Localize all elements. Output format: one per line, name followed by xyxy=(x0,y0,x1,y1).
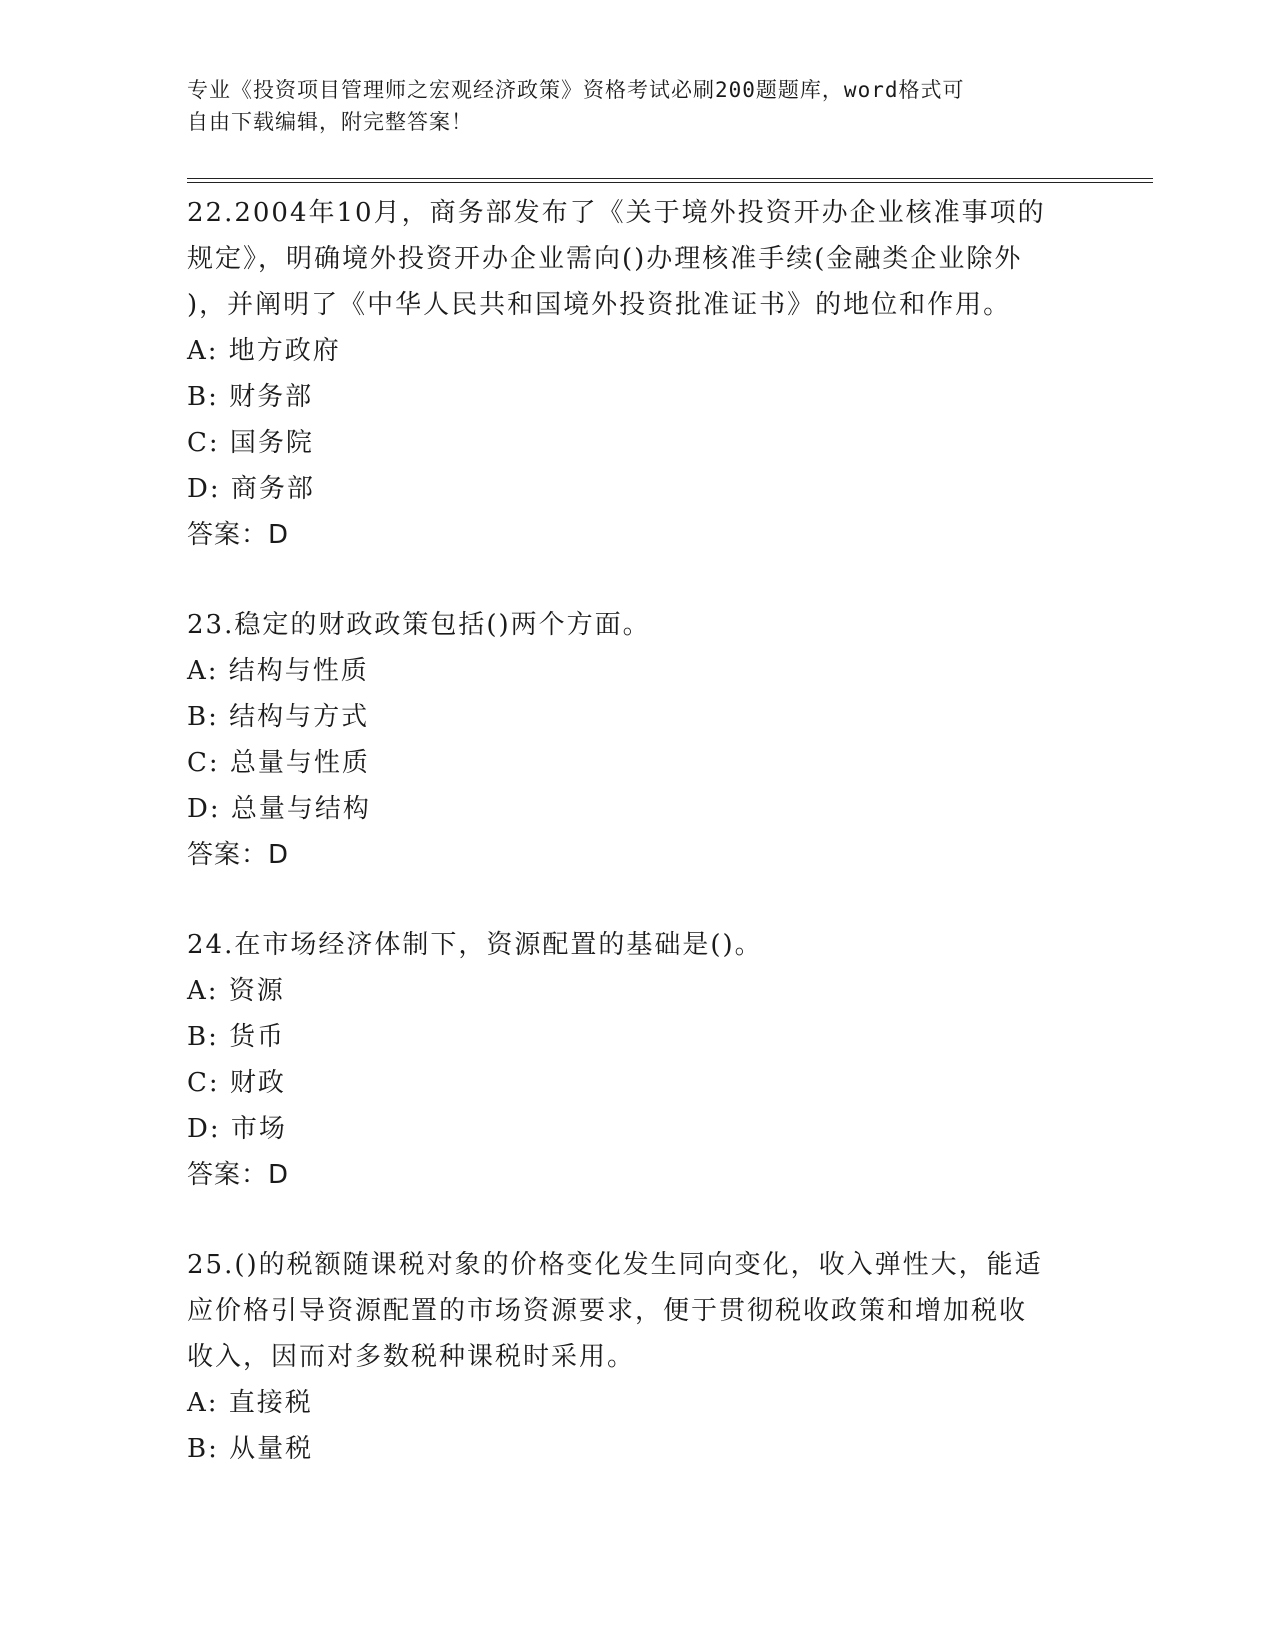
option-a: A: 结构与性质 xyxy=(187,656,369,686)
question-spacer xyxy=(187,1198,1087,1242)
question-list xyxy=(187,190,1087,1472)
option-a: A: 直接税 xyxy=(187,1388,313,1418)
question-23 xyxy=(187,602,1087,878)
option-c: C: 财政 xyxy=(187,1068,286,1098)
question-text-line: 收入，因而对多数税种课税时采用。 xyxy=(187,1342,636,1372)
question-spacer xyxy=(187,878,1087,922)
option-c: C: 国务院 xyxy=(187,428,314,458)
header-divider-bottom xyxy=(187,182,1153,183)
header-line-2: 自由下载编辑，附完整答案！ xyxy=(187,110,473,134)
option-b: B: 从量税 xyxy=(187,1434,314,1464)
option-b: B: 结构与方式 xyxy=(187,702,370,732)
document-header xyxy=(187,74,1067,138)
question-text-line: 22.2004年10月，商务部发布了《关于境外投资开办企业核准事项的 xyxy=(187,198,1046,228)
option-a: A: 资源 xyxy=(187,976,285,1006)
header-line-1: 专业《投资项目管理师之宏观经济政策》资格考试必刷200题题库，word格式可 xyxy=(187,78,965,102)
question-text-line: 规定》，明确境外投资开办企业需向()办理核准手续(金融类企业除外 xyxy=(187,244,1023,274)
question-spacer xyxy=(187,558,1087,602)
option-b: B: 财务部 xyxy=(187,382,314,412)
question-text-line: )，并阐明了《中华人民共和国境外投资批准证书》的地位和作用。 xyxy=(187,290,1012,320)
option-b: B: 货币 xyxy=(187,1022,286,1052)
option-d: D: 商务部 xyxy=(187,474,315,504)
answer: 答案：D xyxy=(187,840,290,870)
question-text-line: 24.在市场经济体制下，资源配置的基础是()。 xyxy=(187,930,763,960)
option-c: C: 总量与性质 xyxy=(187,748,370,778)
answer: 答案：D xyxy=(187,520,290,550)
option-d: D: 总量与结构 xyxy=(187,794,371,824)
question-25 xyxy=(187,1242,1087,1472)
header-divider-top xyxy=(187,178,1153,179)
answer: 答案：D xyxy=(187,1160,290,1190)
question-text-line: 25.()的税额随课税对象的价格变化发生同向变化，收入弹性大，能适 xyxy=(187,1250,1043,1280)
option-d: D: 市场 xyxy=(187,1114,287,1144)
question-22 xyxy=(187,190,1087,558)
question-24 xyxy=(187,922,1087,1198)
option-a: A: 地方政府 xyxy=(187,336,341,366)
question-text-line: 23.稳定的财政政策包括()两个方面。 xyxy=(187,610,651,640)
question-text-line: 应价格引导资源配置的市场资源要求，便于贯彻税收政策和增加税收 xyxy=(187,1296,1028,1326)
